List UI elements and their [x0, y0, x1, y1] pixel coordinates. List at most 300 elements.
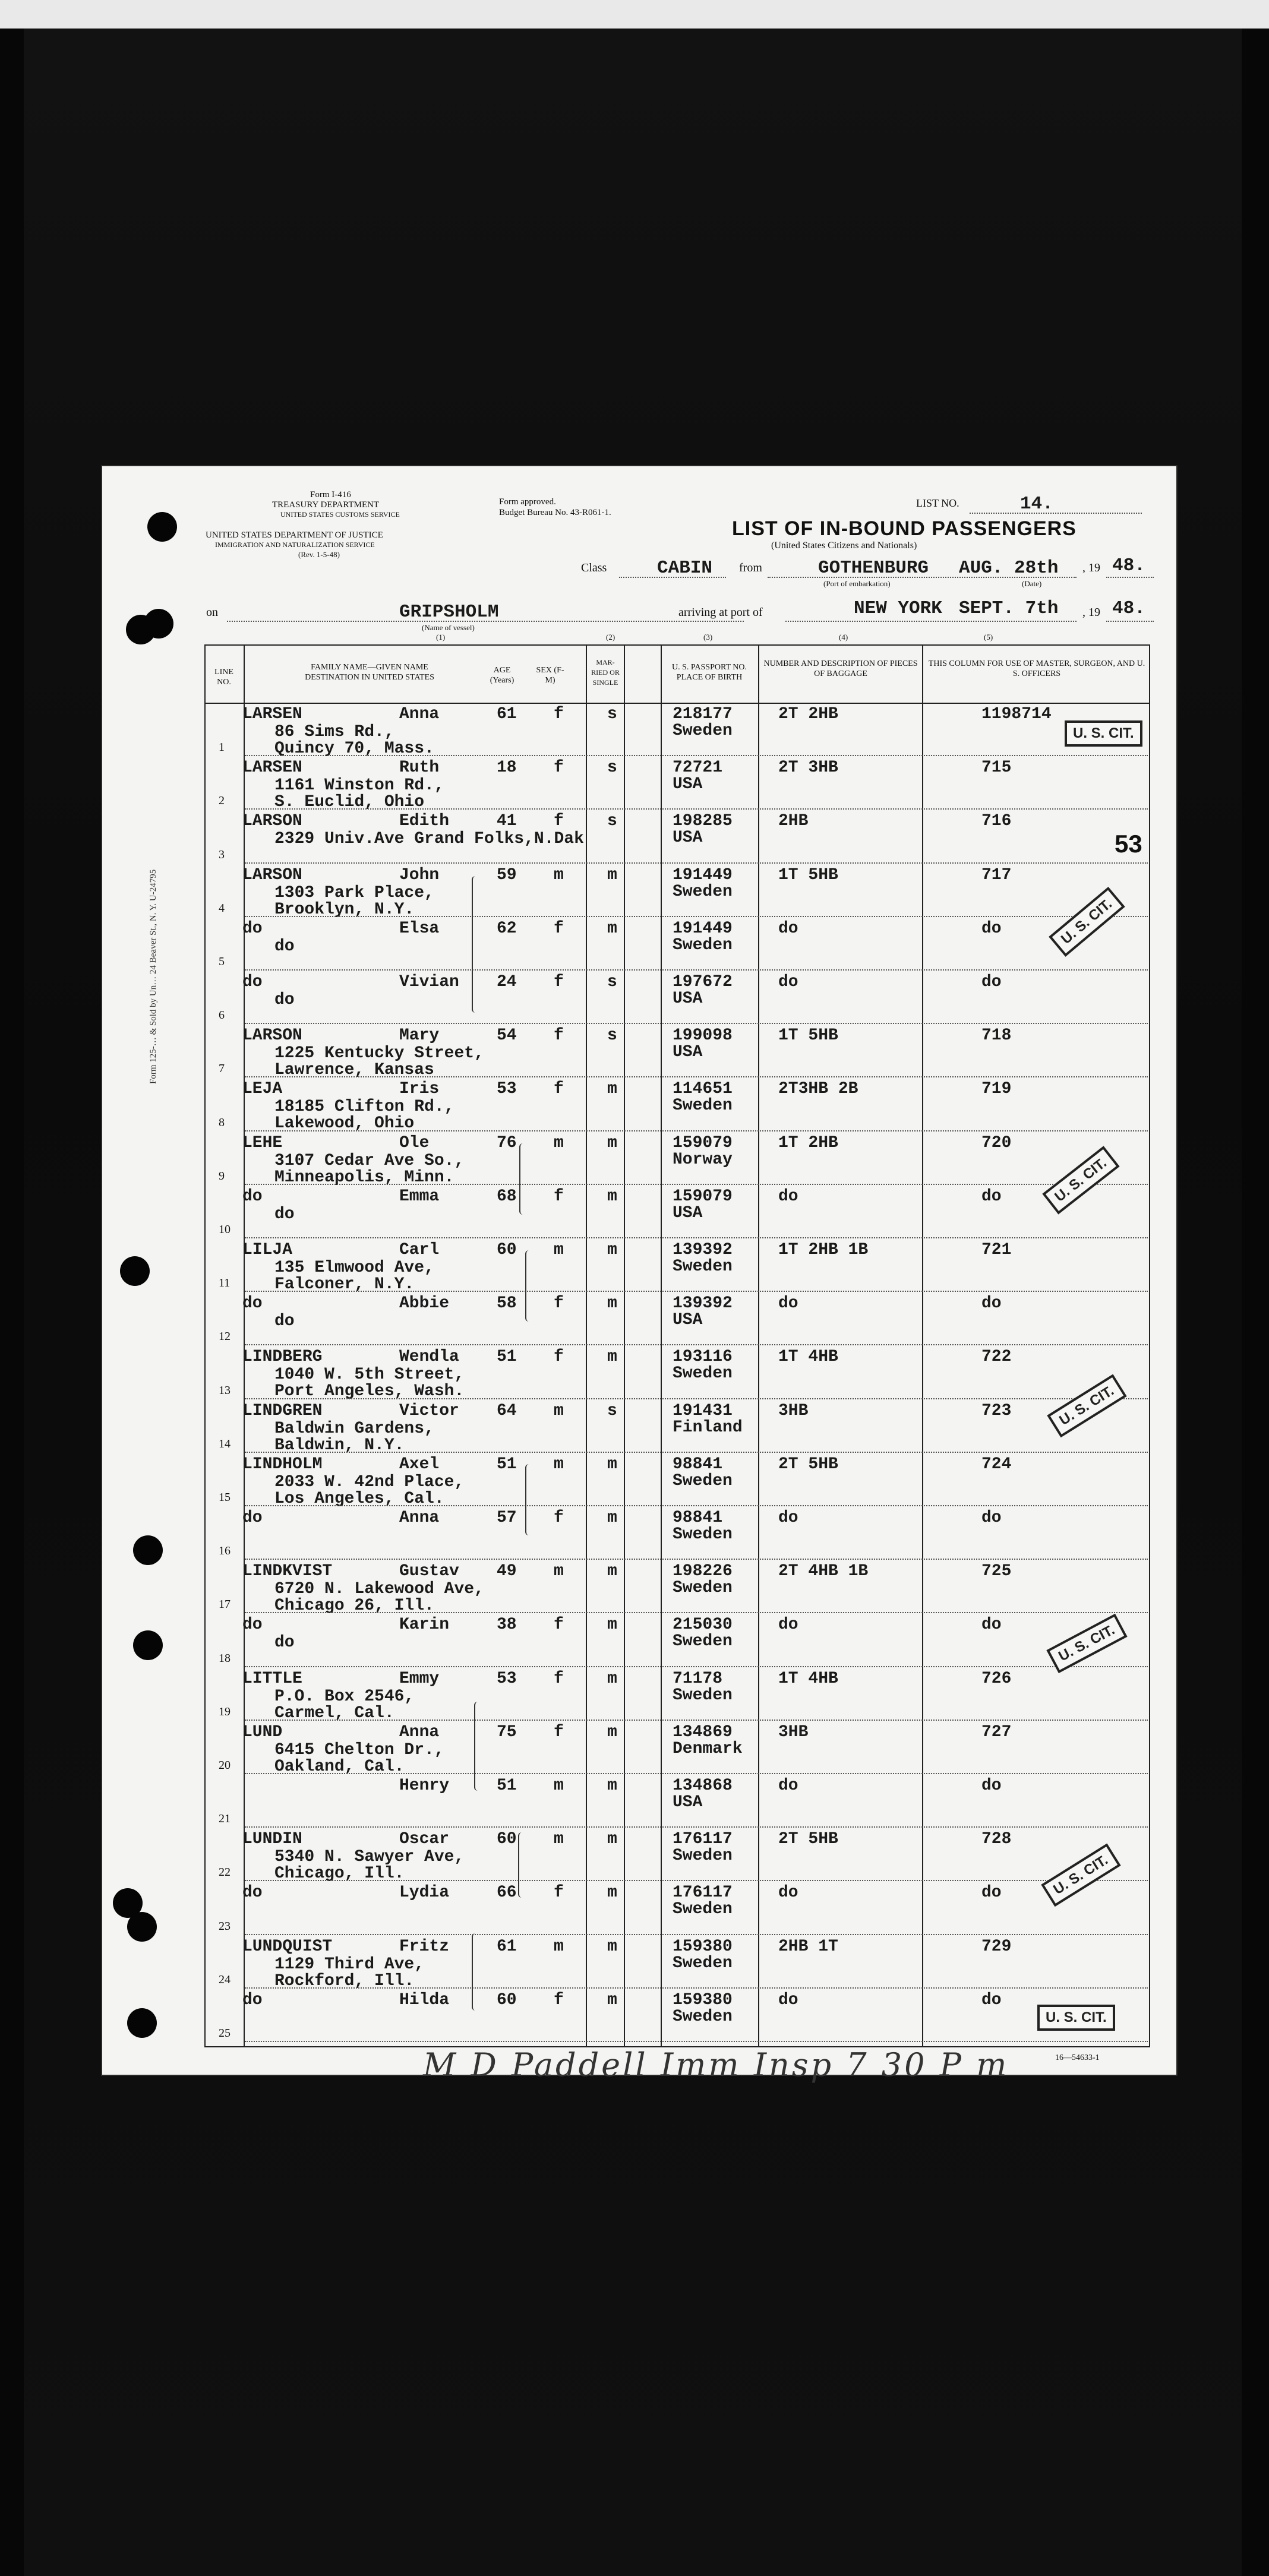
- officer-entry: 727: [981, 1722, 1012, 1741]
- sex-value: f: [554, 1990, 564, 2009]
- officer-entry: do: [981, 1509, 1002, 1527]
- officer-entry: 728: [981, 1830, 1012, 1849]
- family-bracket: [474, 1702, 484, 1791]
- given-name: Wendla: [399, 1348, 459, 1367]
- baggage-value: 2T3HB 2B: [778, 1080, 858, 1099]
- officer-entry: 1198714: [981, 705, 1052, 723]
- baggage-value: 1T 5HB: [778, 865, 838, 884]
- age-value: 61: [497, 1937, 517, 1956]
- passport-number: 159079: [673, 1187, 733, 1206]
- family-name: do: [242, 1616, 263, 1635]
- baggage-value: do: [778, 919, 798, 938]
- line-number: 4: [219, 901, 225, 915]
- address-line: 6415 Chelton Dr.,: [274, 1740, 444, 1759]
- col-header-baggage: NUMBER AND DESCRIPTION OF PIECES OF BAGGAGE: [763, 659, 918, 678]
- col-header-married: MAR-RIED OR SINGLE: [591, 658, 620, 687]
- row-separator: [245, 1130, 1148, 1131]
- age-value: 60: [497, 1241, 517, 1259]
- class-value: CABIN: [657, 558, 713, 579]
- family-name: LINDGREN: [242, 1401, 323, 1420]
- col-border: [758, 644, 759, 2047]
- family-name: LILJA: [242, 1241, 293, 1259]
- sex-value: m: [554, 1401, 564, 1420]
- line-number: 8: [219, 1115, 225, 1129]
- address-line: Falconer, N.Y.: [274, 1275, 415, 1294]
- row-separator: [245, 1934, 1148, 1935]
- address-line: P.O. Box 2546,: [274, 1687, 415, 1706]
- baggage-value: do: [778, 1187, 798, 1206]
- baggage-value: 1T 4HB: [778, 1348, 838, 1367]
- given-name: Anna: [399, 1509, 440, 1527]
- manifest-title: LIST OF IN-BOUND PASSENGERS: [732, 517, 1077, 540]
- family-bracket: [525, 1464, 535, 1535]
- line-number: 6: [219, 1009, 225, 1022]
- family-bracket: [472, 876, 481, 1013]
- officer-entry: 721: [981, 1241, 1012, 1259]
- passport-number: 159380: [673, 1937, 733, 1956]
- given-name: Carl: [399, 1241, 440, 1259]
- marital-value: m: [607, 1187, 617, 1206]
- side-printer-note: Form 125-… & Sold by Un… 24 Beaver St., N. Y. U-24795: [149, 869, 158, 1084]
- birth-place: Sweden: [673, 1525, 733, 1544]
- age-value: 57: [497, 1509, 517, 1527]
- given-name: Fritz: [399, 1937, 450, 1956]
- age-value: 66: [497, 1883, 517, 1902]
- address-line: do: [274, 1312, 295, 1331]
- row-separator: [245, 1505, 1148, 1506]
- vessel-caption: (Name of vessel): [422, 623, 475, 632]
- officer-entry: 726: [981, 1669, 1012, 1688]
- officer-entry: do: [981, 1883, 1002, 1902]
- address-line: Lawrence, Kansas: [274, 1061, 434, 1080]
- family-name: do: [242, 1294, 263, 1313]
- us-cit-stamp: U. S. CIT.: [1042, 1146, 1119, 1214]
- officer-entry: 717: [981, 865, 1012, 884]
- officer-entry: 715: [981, 758, 1012, 777]
- marital-value: m: [607, 1509, 617, 1527]
- form-number: Form I-416: [310, 490, 351, 500]
- list-no-value: 14.: [1020, 494, 1053, 514]
- birth-place: Denmark: [673, 1739, 743, 1758]
- age-value: 64: [497, 1401, 517, 1420]
- age-value: 62: [497, 919, 517, 938]
- baggage-value: do: [778, 1294, 798, 1313]
- birth-place: Sweden: [673, 1632, 733, 1651]
- age-value: 61: [497, 705, 517, 723]
- age-value: 60: [497, 1990, 517, 2009]
- address-line: 1303 Park Place,: [274, 883, 434, 902]
- birth-place: Sweden: [673, 1364, 733, 1383]
- col1-number: (1): [436, 633, 446, 641]
- sex-value: m: [554, 1133, 564, 1152]
- row-separator: [245, 808, 1148, 810]
- address-line: Carmel, Cal.: [274, 1703, 394, 1722]
- address-line: 135 Elmwood Ave,: [274, 1259, 434, 1277]
- officer-entry: do: [981, 1777, 1002, 1795]
- scan-top-band: [0, 0, 1269, 29]
- marital-value: s: [607, 758, 617, 777]
- line-number: 10: [219, 1223, 231, 1236]
- baggage-value: do: [778, 1883, 798, 1902]
- row-separator: [245, 1773, 1148, 1774]
- age-value: 54: [497, 1026, 517, 1045]
- address-line: 3107 Cedar Ave So.,: [274, 1151, 465, 1170]
- sex-value: m: [554, 1830, 564, 1849]
- family-name: LARSEN: [242, 758, 302, 777]
- passport-number: 176117: [673, 1883, 733, 1902]
- officer-entry: 723: [981, 1401, 1012, 1420]
- passport-number: 215030: [673, 1616, 733, 1635]
- age-value: 53: [497, 1080, 517, 1099]
- family-name: do: [242, 1990, 263, 2009]
- line-number: 7: [219, 1062, 225, 1076]
- passport-number: 199098: [673, 1026, 733, 1045]
- address-line: 1225 Kentucky Street,: [274, 1044, 484, 1063]
- us-cit-stamp: U. S. CIT.: [1037, 2005, 1115, 2031]
- passport-number: 139392: [673, 1294, 733, 1313]
- marital-value: m: [607, 1294, 617, 1313]
- row-separator: [245, 862, 1148, 864]
- row-separator: [245, 1880, 1148, 1881]
- passport-number: 71178: [673, 1669, 723, 1688]
- marital-value: m: [607, 1616, 617, 1635]
- sex-value: f: [554, 1883, 564, 1902]
- birth-place: Sweden: [673, 2007, 733, 2026]
- col-header-line: LINE NO.: [214, 668, 233, 687]
- line-number: 12: [219, 1330, 231, 1344]
- baggage-value: 3HB: [778, 1722, 809, 1741]
- us-cit-stamp: U. S. CIT.: [1065, 720, 1142, 747]
- address-line: do: [274, 937, 295, 956]
- officer-entry: do: [981, 1616, 1002, 1635]
- age-value: 49: [497, 1562, 517, 1581]
- col4-number: (4): [839, 633, 848, 641]
- year-prefix-2: , 19: [1082, 606, 1100, 619]
- marital-value: m: [607, 1883, 617, 1902]
- year-1: 48.: [1112, 555, 1145, 576]
- passport-number: 191449: [673, 865, 733, 884]
- list-no-label: LIST NO.: [916, 497, 959, 509]
- embark-caption: (Port of embarkation): [823, 579, 891, 588]
- address-line: Baldwin, N.Y.: [274, 1436, 405, 1455]
- family-name: do: [242, 1883, 263, 1902]
- passport-number: 198226: [673, 1562, 733, 1581]
- age-value: 51: [497, 1348, 517, 1367]
- birth-place: USA: [673, 1793, 703, 1812]
- row-separator: [245, 969, 1148, 971]
- passport-number: 191449: [673, 919, 733, 938]
- col-header-officers: THIS COLUMN FOR USE OF MASTER, SURGEON, AND U. S. OFFICERS: [928, 659, 1145, 678]
- given-name: Karin: [399, 1616, 450, 1635]
- officer-entry: 725: [981, 1562, 1012, 1581]
- row-separator: [245, 1452, 1148, 1453]
- passport-number: 176117: [673, 1830, 733, 1849]
- address-line: 1161 Winston Rd.,: [274, 776, 444, 795]
- sex-value: m: [554, 1241, 564, 1259]
- given-name: Victor: [399, 1401, 459, 1420]
- sex-value: m: [554, 1777, 564, 1795]
- justice-department: UNITED STATES DEPARTMENT OF JUSTICE: [206, 530, 383, 540]
- line-number: 23: [219, 1919, 231, 1933]
- date-caption: (Date): [1022, 579, 1042, 588]
- col-header-name: FAMILY NAME—GIVEN NAME DESTINATION IN UNITED STATES: [305, 663, 434, 682]
- given-name: Abbie: [399, 1294, 450, 1313]
- arrival-port: NEW YORK: [854, 598, 942, 619]
- age-value: 60: [497, 1830, 517, 1849]
- family-name: LINDHOLM: [242, 1455, 323, 1474]
- marital-value: s: [607, 812, 617, 831]
- given-name: Anna: [399, 705, 440, 723]
- family-name: LARSEN: [242, 705, 302, 723]
- class-label: Class: [581, 561, 607, 574]
- line-number: 21: [219, 1812, 231, 1826]
- passport-number: 98841: [673, 1509, 723, 1527]
- address-line: Brooklyn, N.Y.: [274, 900, 415, 919]
- age-value: 51: [497, 1455, 517, 1474]
- col5-number: (5): [984, 633, 993, 641]
- row-separator: [245, 1559, 1148, 1560]
- family-name: LITTLE: [242, 1669, 302, 1688]
- row-separator: [245, 755, 1148, 756]
- officer-entry: 724: [981, 1455, 1012, 1474]
- row-separator: [245, 1398, 1148, 1399]
- baggage-value: do: [778, 1616, 798, 1635]
- address-line: Chicago 26, Ill.: [274, 1597, 434, 1616]
- marital-value: m: [607, 865, 617, 884]
- given-name: Emma: [399, 1187, 440, 1206]
- birth-place: Sweden: [673, 1257, 733, 1276]
- baggage-value: 2HB 1T: [778, 1937, 838, 1956]
- col-border: [922, 644, 923, 2047]
- passport-number: 191431: [673, 1401, 733, 1420]
- baggage-value: 1T 4HB: [778, 1669, 838, 1688]
- given-name: Hilda: [399, 1990, 450, 2009]
- given-name: Iris: [399, 1080, 440, 1099]
- marital-value: s: [607, 973, 617, 991]
- address-line: 5340 N. Sawyer Ave,: [274, 1848, 465, 1867]
- family-name: LARSON: [242, 865, 302, 884]
- officer-entry: do: [981, 919, 1002, 938]
- birth-place: Sweden: [673, 1847, 733, 1866]
- birth-place: Sweden: [673, 1954, 733, 1973]
- marital-value: m: [607, 1080, 617, 1099]
- form-revision: (Rev. 1-5-48): [298, 550, 340, 559]
- us-cit-stamp: U. S. CIT.: [1049, 887, 1125, 957]
- sex-value: f: [554, 812, 564, 831]
- officer-entry: 729: [981, 1937, 1012, 1956]
- given-name: Gustav: [399, 1562, 459, 1581]
- col3-number: (3): [703, 633, 713, 641]
- age-value: 58: [497, 1294, 517, 1313]
- row-separator: [245, 1987, 1148, 1989]
- row-separator: [245, 1720, 1148, 1721]
- col-header-sex: SEX (F-M): [536, 666, 564, 685]
- address-line: 86 Sims Rd.,: [274, 723, 394, 741]
- sex-value: m: [554, 1937, 564, 1956]
- marital-value: m: [607, 1722, 617, 1741]
- birth-place: Sweden: [673, 1471, 733, 1490]
- embark-port: GOTHENBURG: [818, 558, 929, 579]
- officer-entry: 716: [981, 812, 1012, 831]
- birth-place: USA: [673, 1203, 703, 1222]
- us-cit-stamp: U. S. CIT.: [1047, 1374, 1126, 1438]
- birth-place: Sweden: [673, 1686, 733, 1705]
- family-bracket: [518, 1832, 528, 1898]
- officer-entry: do: [981, 1990, 1002, 2009]
- line-number: 5: [219, 955, 225, 968]
- birth-place: Sweden: [673, 722, 733, 740]
- marital-value: m: [607, 1669, 617, 1688]
- vessel-name: GRIPSHOLM: [399, 602, 499, 622]
- given-name: Henry: [399, 1777, 450, 1795]
- baggage-value: 2T 5HB: [778, 1830, 838, 1849]
- age-value: 53: [497, 1669, 517, 1688]
- birth-place: Finland: [673, 1418, 743, 1437]
- baggage-value: do: [778, 1509, 798, 1527]
- marital-value: s: [607, 1026, 617, 1045]
- marital-value: m: [607, 1830, 617, 1849]
- marital-value: s: [607, 1401, 617, 1420]
- given-name: Ole: [399, 1133, 430, 1152]
- line-number: 16: [219, 1544, 231, 1558]
- passport-number: 98841: [673, 1455, 723, 1474]
- family-name: do: [242, 1187, 263, 1206]
- age-value: 59: [497, 865, 517, 884]
- given-name: Ruth: [399, 758, 440, 777]
- sex-value: f: [554, 1722, 564, 1741]
- line-number: 20: [219, 1759, 231, 1772]
- row-separator: [245, 1237, 1148, 1238]
- family-bracket: [525, 1250, 535, 1322]
- marital-value: m: [607, 1348, 617, 1367]
- marital-value: m: [607, 1241, 617, 1259]
- family-name: LEHE: [242, 1133, 283, 1152]
- col-border: [1149, 644, 1150, 2047]
- given-name: Emmy: [399, 1669, 440, 1688]
- baggage-value: do: [778, 1990, 798, 2009]
- given-name: Vivian: [399, 973, 459, 991]
- marital-value: m: [607, 919, 617, 938]
- passport-number: 198285: [673, 812, 733, 831]
- given-name: Oscar: [399, 1830, 450, 1849]
- address-line: do: [274, 1633, 295, 1652]
- sex-value: f: [554, 919, 564, 938]
- department: TREASURY DEPARTMENT: [272, 500, 380, 510]
- from-label: from: [739, 561, 762, 574]
- passport-number: 218177: [673, 705, 733, 723]
- birth-place: Sweden: [673, 1900, 733, 1919]
- address-line: 2033 W. 42nd Place,: [274, 1472, 465, 1491]
- address-line: Los Angeles, Cal.: [274, 1489, 444, 1508]
- line-number: 1: [219, 741, 225, 754]
- sex-value: m: [554, 1455, 564, 1474]
- row-separator: [245, 1184, 1148, 1185]
- birth-place: Sweden: [673, 1096, 733, 1115]
- baggage-value: 1T 5HB: [778, 1026, 838, 1045]
- marital-value: m: [607, 1133, 617, 1152]
- given-name: Edith: [399, 812, 450, 831]
- sex-value: f: [554, 705, 564, 723]
- budget-bureau: Budget Bureau No. 43-R061-1.: [499, 508, 611, 517]
- line-number: 18: [219, 1651, 231, 1665]
- address-line: Lakewood, Ohio: [274, 1114, 415, 1133]
- line-number: 13: [219, 1383, 231, 1397]
- passenger-table: [102, 466, 1176, 2075]
- address-line: S. Euclid, Ohio: [274, 793, 425, 812]
- family-name: LARSON: [242, 812, 302, 831]
- passport-number: 197672: [673, 973, 733, 991]
- col-border: [624, 644, 625, 2047]
- line-number: 22: [219, 1866, 231, 1879]
- age-value: 38: [497, 1616, 517, 1635]
- sex-value: m: [554, 1562, 564, 1581]
- address-line: do: [274, 1205, 295, 1224]
- margin-number: 53: [1115, 830, 1142, 858]
- sex-value: f: [554, 1026, 564, 1045]
- baggage-value: do: [778, 973, 798, 991]
- officer-entry: 720: [981, 1133, 1012, 1152]
- line-number: 25: [219, 2027, 231, 2040]
- family-name: do: [242, 1509, 263, 1527]
- officer-entry: 719: [981, 1080, 1012, 1099]
- row-separator: [245, 2041, 1148, 2042]
- address-line: 6720 N. Lakewood Ave,: [274, 1580, 484, 1599]
- address-line: Port Angeles, Wash.: [274, 1382, 465, 1401]
- sex-value: f: [554, 1187, 564, 1206]
- line-number: 11: [219, 1276, 231, 1290]
- family-name: do: [242, 973, 263, 991]
- inspector-signature: M D Paddell Imm Insp 7 30 P m: [423, 2046, 1009, 2084]
- given-name: Anna: [399, 1722, 440, 1741]
- address-line: 18185 Clifton Rd.,: [274, 1098, 454, 1117]
- birth-place: USA: [673, 829, 703, 848]
- given-name: John: [399, 865, 440, 884]
- sex-value: f: [554, 1669, 564, 1688]
- baggage-value: 2T 4HB 1B: [778, 1562, 869, 1581]
- line-number: 2: [219, 794, 225, 808]
- row-separator: [245, 1344, 1148, 1345]
- customs-service: UNITED STATES CUSTOMS SERVICE: [280, 510, 400, 519]
- family-name: LINDBERG: [242, 1348, 323, 1367]
- given-name: Mary: [399, 1026, 440, 1045]
- table-top-border: [204, 644, 1149, 646]
- age-value: 68: [497, 1187, 517, 1206]
- marital-value: s: [607, 705, 617, 723]
- passport-number: 193116: [673, 1348, 733, 1367]
- age-value: 51: [497, 1777, 517, 1795]
- line-number: 24: [219, 1973, 231, 1986]
- year-2: 48.: [1112, 598, 1145, 619]
- age-value: 24: [497, 973, 517, 991]
- sex-value: f: [554, 1348, 564, 1367]
- baggage-value: 2T 5HB: [778, 1455, 838, 1474]
- sex-value: f: [554, 1509, 564, 1527]
- line-number: 17: [219, 1598, 231, 1611]
- us-cit-stamp: U. S. CIT.: [1041, 1844, 1120, 1907]
- marital-value: m: [607, 1455, 617, 1474]
- baggage-value: 2T 3HB: [778, 758, 838, 777]
- us-cit-stamp: U. S. CIT.: [1046, 1614, 1127, 1673]
- col-header-age: AGE (Years): [490, 666, 514, 685]
- sex-value: f: [554, 1616, 564, 1635]
- on-label: on: [206, 606, 218, 619]
- address-line: Rockford, Ill.: [274, 1971, 415, 1990]
- passport-number: 114651: [673, 1080, 733, 1099]
- row-separator: [245, 1612, 1148, 1613]
- col-border: [204, 644, 206, 2047]
- row-separator: [245, 1291, 1148, 1292]
- given-name: Lydia: [399, 1883, 450, 1902]
